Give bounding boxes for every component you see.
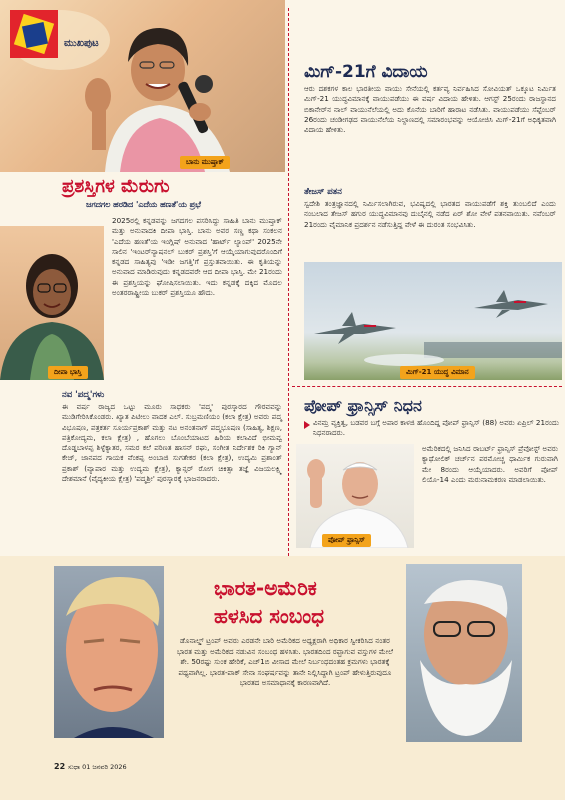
trump-photo bbox=[54, 566, 164, 738]
mig-illustration bbox=[304, 262, 562, 380]
awards-para1: 2025ರಲ್ಲಿ ಕನ್ನಡವನ್ನು ಜಗದಗಲ ಪಸರಿಸಿದ್ದು ಸಾಹಿತಿ ಬಾನು ಮುಷ್ತಾಕ್ ಮತ್ತು ಅನುವಾದಕಿ ದೀಪಾ ಭಾಸ್ತಿ. ಬಾನು ಅವರ ಸಣ್ಣ ಕಥಾ ಸಂಕಲನ 'ಎದೆಯ ಹಣತೆ'ಯ ಇಂಗ್ಲಿಷ್ ಅನುವಾದ 'ಹಾರ್ಟ್ ಲ್ಯಾಂಪ್' 2025ನೇ ಸಾಲಿನ 'ಇಂಟರ್‌ನ್ಯಾಷನಲ್ ಬುಕರ್ ಪ್ರಶಸ್ತಿ'ಗೆ ಆಯ್ಕೆಯಾಗುವುದರೊಂದಿಗೆ ಕನ್ನಡದ ಸಾಹಿತ್ಯವು 'ಇಡೀ ಜಗತ್ತಿ'ಗೆ ಪ್ರಸ್ತುತವಾಯಿತು. ಈ ಕೃತಿಯನ್ನು ಅನುವಾದ ಮಾಡಿರುವುದು ಕನ್ನಡದವರೇ ಆದ ದೀಪಾ ಭಾಸ್ತಿ. ಮೇ 21ರಂದು ಈ ಪ್ರಶಸ್ತಿಯನ್ನು ಘೋಷಿಸಲಾಯಿತು. ಇದು ಕನ್ನಡಕ್ಕೆ ದಕ್ಕಿದ ಮೊದಲ ಅಂತರರಾಷ್ಟ್ರೀಯ ಬುಕರ್ ಪ್ರಶಸ್ತಿಯೂ ಹೌದು. bbox=[112, 216, 282, 298]
padma-subheading: ನವ 'ಪದ್ಮ'ಗಳು bbox=[62, 390, 105, 400]
us-india-title-line2: ಹಳಸಿದ ಸಂಬಂಧ bbox=[214, 604, 325, 628]
section-label: ಮುಖಪುಟ bbox=[64, 38, 99, 49]
column-divider bbox=[288, 8, 289, 556]
awards-title: ಪ್ರಶಸ್ತಿಗಳ ಮೆರುಗು bbox=[62, 176, 170, 197]
padma-para: ಈ ವರ್ಷ ರಾಜ್ಯದ ಒಟ್ಟು ಮೂರು ಸಾಧಕರು 'ಪದ್ಮ' ಪುರಸ್ಕಾರದ ಗೌರವವನ್ನು ಮುಡಿಗೇರಿಸಿಕೊಂಡರು. ಖ್ಯಾತ ಪಿಟೀಲು ವಾದಕ ಎಲ್. ಸುಬ್ರಮಣಿಯಂ (ಕಲಾ ಕ್ಷೇತ್ರ) ಅವರು ಪದ್ಮ ವಿಭೂಷಣ, ಪತ್ರಕರ್ತ ಸೂರ್ಯಪ್ರಕಾಶ್ ಮತ್ತು ನಟ ಅನಂತನಾಗ್ ಪದ್ಮಭೂಷಣ (ಸಾಹಿತ್ಯ, ಶಿಕ್ಷಣ, ಪತ್ರಿಕೋದ್ಯಮ, ಕಲಾ ಕ್ಷೇತ್ರ) , ಹೊಗಲು ಬೊಂಬೆಯಾಟದ ಹಿರಿಯ ಕಲಾವಿದೆ ಭೀಮವ್ವ ದೊಡ್ಡಬಾಳಪ್ಪ ಶಿಳ್ಳೆಕ್ಯಾತರ, ಸಮರ ಕಲೆ ಪರಿಣತ ಹಾಸನ್ ರಘು, ಸಂಗೀತ ನಿರ್ದೇಶಕ ರಿಕಿ ಗ್ಯಾನ್ ಕೇಜ್, ಜಾನಪದ ಗಾಯಕ ವೆಂಕಪ್ಪ ಅಂಬಾಜಿ ಸುಗತೇಕರ (ಕಲಾ ಕ್ಷೇತ್ರ), ಉದ್ಯಮಿ ಪ್ರಶಾಂತ್ ಪ್ರಕಾಶ್ (ವ್ಯಾಪಾರ ಮತ್ತು ಉದ್ಯಮ ಕ್ಷೇತ್ರ), ಕ್ಯಾನ್ಸರ್ ರೋಗ ಚಿಕಿತ್ಸಾ ತಜ್ಞೆ ವಿಜಯಲಕ್ಷ್ಮಿ ದೇಶಮಾನೆ (ವೈದ್ಯಕೀಯ ಕ್ಷೇತ್ರ) 'ಪದ್ಮಶ್ರೀ' ಪುರಸ್ಕಾರಕ್ಕೆ ಭಾಜನರಾದರು. bbox=[62, 402, 282, 484]
pope-caption: ಪೋಪ್ ಫ್ರಾನ್ಸಿಸ್ bbox=[322, 534, 371, 547]
awards-subtitle: ಜಗದಗಲ ಹರಡಿದ 'ಎದೆಯ ಹಣತೆ'ಯ ಪ್ರಭೆ bbox=[86, 200, 201, 209]
magazine-logo bbox=[10, 10, 58, 58]
mig-title: ಮಿಗ್-21ಗೆ ವಿದಾಯ bbox=[304, 62, 428, 82]
tejas-subheading: ತೇಜಸ್ ಪತನ bbox=[304, 187, 342, 197]
pope-para2: ಅಮೆರಿಕದಲ್ಲಿ ಜನಿಸಿದ ರಾಬರ್ಟ್ ಫ್ರಾನ್ಸಿಸ್ ಪ್ರೆವೋಸ್ಟ್ ಅವರು ಕ್ಯಾಥೋಲಿಕ್ ಚರ್ಚ್‌ನ ಪರಮೋಚ್ಚ ಧಾರ್ಮಿಕ ಗುರುವಾಗಿ ಮೇ 8ರಂದು ಆಯ್ಕೆಯಾದರು. ಅವರಿಗೆ ಪೋಪ್ ಲಿಯೊ-14 ಎಂದು ಮರುನಾಮಕರಣ ಮಾಡಲಾಯಿತು. bbox=[422, 444, 558, 484]
bullet-icon bbox=[304, 421, 310, 429]
banu-caption: ಬಾನು ಮುಷ್ತಾಕ್ bbox=[180, 156, 230, 169]
us-india-para: ಡೊನಾಲ್ಡ್ ಟ್ರಂಪ್ ಅವರು ಎರಡನೇ ಬಾರಿ ಅಮೆರಿಕದ ಅಧ್ಯಕ್ಷರಾಗಿ ಅಧಿಕಾರ ಸ್ವೀಕರಿಸಿದ ನಂತರ ಭಾರತ ಮತ್ತು ಅಮೆರಿಕದ ನಡುವಿನ ಸಂಬಂಧ ಹಳಸಿತು. ಭಾರತದಿಂದ ರಫ್ತಾಗುವ ವಸ್ತುಗಳ ಮೇಲೆ ಶೇ. 50ರಷ್ಟು ಸುಂಕ ಹೇರಿಕೆ, ಎಚ್1ಬಿ ವೀಸಾದ ಮೇಲೆ ನಿರ್ಬಂಧದಂತಹ ಕ್ರಮಗಳು ಭಾರತಕ್ಕೆ ಪಥ್ಯವಾಗಿಲ್ಲ. ಭಾರತ-ಪಾಕ್ ಸೇನಾ ಸಂಘರ್ಷವನ್ನು ತಾನೇ ನಿಲ್ಲಿಸಿದ್ದಾಗಿ ಟ್ರಂಪ್ ಹೇಳುತ್ತಿರುವುದೂ ಭಾರತದ ಅಸಮಾಧಾನಕ್ಕೆ ಕಾರಣವಾಗಿದೆ. bbox=[176, 636, 394, 688]
deepa-photo bbox=[0, 226, 104, 380]
mig-photo bbox=[304, 262, 562, 380]
page-number: 22 bbox=[54, 762, 66, 771]
pope-para1: ವಿನಮ್ರ ವ್ಯಕ್ತಿತ್ವ, ಬಡವರ ಬಗ್ಗೆ ಅಪಾರ ಕಾಳಜಿ ಹೊಂದಿದ್ದ ಪೋಪ್ ಫ್ರಾನ್ಸಿಸ್ (88) ಅವರು ಏಪ್ರಿಲ್ 21ರಂದು ನಿಧನರಾದರು. bbox=[313, 418, 559, 438]
modi-illustration bbox=[406, 564, 522, 742]
deepa-illustration bbox=[0, 226, 104, 380]
pope-photo bbox=[296, 444, 414, 548]
section-divider-right bbox=[292, 386, 562, 387]
mig-para1: ಆರು ದಶಕಗಳ ಕಾಲ ಭಾರತೀಯ ವಾಯು ಸೇನೆಯಲ್ಲಿ ಕರ್ತವ್ಯ ನಿರ್ವಹಿಸಿದ ಸೋವಿಯತ್ ಒಕ್ಕೂಟ ನಿರ್ಮಿತ ಮಿಗ್-21 ಯುದ್ಧವಿಮಾನಕ್ಕೆ ವಾಯುಪಡೆಯು ಈ ವರ್ಷ ವಿದಾಯ ಹೇಳಿತು. ಆಗಸ್ಟ್ 25ರಂದು ರಾಜಸ್ಥಾನದ ಬಿಕಾನೇರ್‌ನ ನಾಲ್ ವಾಯುನೆಲೆಯಲ್ಲಿ ಅದು ಕೊನೆಯ ಬಾರಿಗೆ ಹಾರಾಟ ನಡೆಸಿತು. ವಾಯುಪಡೆಯು ಸೆಪ್ಟೆಂಬರ್ 26ರಂದು ಚಂಡೀಗಢದ ವಾಯುನೆಲೆಯ ನಿಲ್ದಾಣದಲ್ಲಿ ಸಮಾರಂಭವನ್ನು ಆಯೋಜಿಸಿ ಮಿಗ್-21ಗೆ ಅಧಿಕೃತವಾಗಿ ವಿದಾಯ ಹೇಳಿತು. bbox=[304, 84, 556, 135]
mig-caption: ಮಿಗ್-21 ಯುದ್ಧ ವಿಮಾನ bbox=[400, 366, 475, 379]
modi-photo bbox=[406, 564, 522, 742]
pope-illustration bbox=[296, 444, 414, 548]
magazine-issue: ಸುಧಾ 01 ಜನವರಿ 2026 bbox=[68, 763, 127, 771]
pope-title: ಪೋಪ್ ಫ್ರಾನ್ಸಿಸ್ ನಿಧನ bbox=[304, 396, 422, 415]
tejas-para: ಸ್ವದೇಶಿ ತಂತ್ರಜ್ಞಾನದಲ್ಲಿ ನಿರ್ಮಿಸಲಾಗಿರುವ, ಭವಿಷ್ಯದಲ್ಲಿ ಭಾರತದ ವಾಯುಪಡೆಗೆ ಶಕ್ತಿ ತುಂಬಲಿದೆ ಎಂದು ನಂಬಲಾದ ತೇಜಸ್ ಹಗುರ ಯುದ್ಧವಿಮಾನವು ದುಬೈನಲ್ಲಿ ನಡೆದ ಏರ್ ಶೋ ವೇಳೆ ಪತನವಾಯಿತು. ನವೆಂಬರ್ 21ರಂದು ವೈಮಾನಿಕ ಪ್ರದರ್ಶನ ನಡೆಸುತ್ತಿದ್ದ ವೇಳೆ ಈ ದುರಂತ ಸಂಭವಿಸಿತು. bbox=[304, 199, 556, 229]
trump-illustration bbox=[54, 566, 164, 738]
us-india-title-line1: ಭಾರತ-ಅಮೆರಿಕ bbox=[214, 576, 317, 600]
deepa-caption: ದೀಪಾ ಭಾಸ್ತಿ bbox=[48, 366, 88, 379]
